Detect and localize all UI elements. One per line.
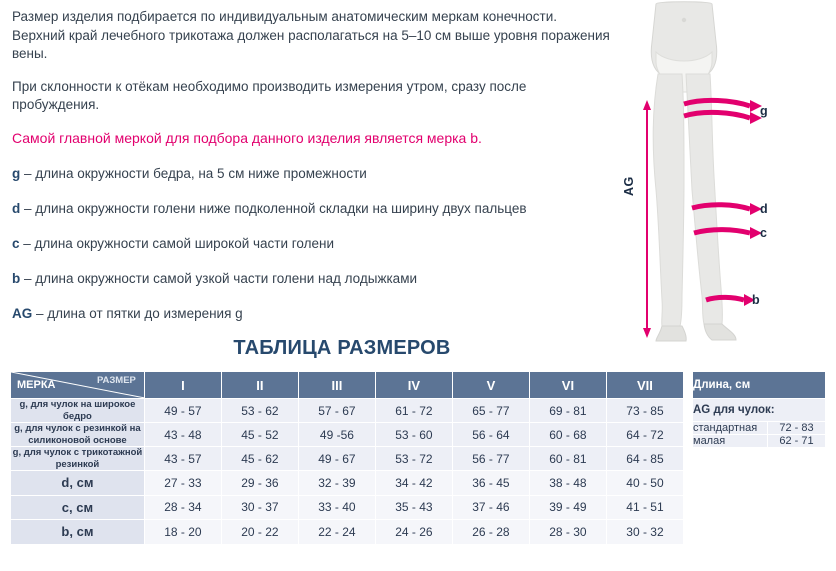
band-b [706,297,744,300]
definition-key-d: d [12,201,21,216]
size-table-title: ТАБЛИЦА РАЗМЕРОВ [233,337,451,359]
cell-r5-c5: 28 - 30 [529,520,606,545]
table-row [11,423,684,447]
length-row-name-small: малая [693,435,768,448]
cell-r3-c4: 36 - 45 [452,471,529,496]
leg-measurement-illustration [612,0,836,345]
cell-r5-c0: 18 - 20 [144,520,221,545]
cell-r4-c2: 33 - 40 [298,495,375,520]
figure-label-c: c [760,226,767,240]
cell-r0-c4: 65 - 77 [452,399,529,423]
cell-r4-c6: 41 - 51 [606,495,683,520]
legs-figure-svg [612,0,836,345]
ag-arrow-top [643,100,651,110]
definition-text-c: – длина окружности самой широкой части голени [19,236,334,251]
definition-text-ag: – длина от пятки до измерения g [32,306,243,321]
cell-r1-c4: 56 - 64 [452,423,529,447]
cell-r0-c2: 57 - 67 [298,399,375,423]
column-header-6: VI [529,372,606,399]
cell-r4-c3: 35 - 43 [375,495,452,520]
length-table-subheader: AG для чулок: [693,399,826,422]
definition-text-b: – длина окружности самой узкой части голени над лодыжками [20,271,418,286]
cell-r1-c5: 60 - 68 [529,423,606,447]
cell-r1-c3: 53 - 60 [375,423,452,447]
cell-r2-c3: 53 - 72 [375,447,452,471]
row-label-g-wide: g, для чулок на широкое бедро [11,399,145,423]
intro-paragraph-2: При склонности к отёкам необходимо производить измерения утром, сразу после пробуждения. [12,78,527,112]
definition-b [12,270,612,288]
definition-text-d: – длина окружности голени ниже подколенной складки на ширину двух пальцев [20,201,527,216]
highlight-note: Самой главной меркой для подбора данного изделия является мерка b. [12,129,482,146]
table-row [11,471,684,496]
cell-r2-c6: 64 - 85 [606,447,683,471]
figure-label-b: b [752,293,760,307]
figure-label-ag: AG [622,176,636,196]
length-row-value-standard: 72 - 83 [768,422,826,435]
corner-label-razmer: РАЗМЕР [96,375,136,386]
cell-r1-c2: 49 -56 [298,423,375,447]
length-table-subheader-row [693,399,826,422]
row-label-d: d, см [11,471,145,496]
figure-label-d: d [760,202,768,216]
definition-key-g: g [12,166,21,181]
cell-r2-c4: 56 - 77 [452,447,529,471]
row-label-g-knit: g, для чулок с трикотажной резинкой [11,447,145,471]
definition-d [12,200,612,218]
definition-key-ag: AG [12,306,33,321]
cell-r2-c0: 43 - 57 [144,447,221,471]
definition-key-c: c [12,236,20,251]
definition-g [12,165,612,183]
cell-r0-c3: 61 - 72 [375,399,452,423]
length-table-header: Длина, см [693,372,826,399]
cell-r4-c4: 37 - 46 [452,495,529,520]
table-row [11,399,684,423]
length-table-row [693,435,826,448]
length-table [692,371,826,448]
cell-r3-c5: 38 - 48 [529,471,606,496]
cell-r5-c3: 24 - 26 [375,520,452,545]
cell-r5-c4: 26 - 28 [452,520,529,545]
cell-r4-c0: 28 - 34 [144,495,221,520]
length-row-name-standard: стандартная [693,422,768,435]
cell-r0-c0: 49 - 57 [144,399,221,423]
table-row [11,495,684,520]
row-label-c: c, см [11,495,145,520]
column-header-1: I [144,372,221,399]
column-header-2: II [221,372,298,399]
cell-r2-c2: 49 - 67 [298,447,375,471]
cell-r3-c3: 34 - 42 [375,471,452,496]
table-row [11,520,684,545]
definition-text-g: – длина окружности бедра, на 5 см ниже промежности [20,166,367,181]
length-table-header-row [693,372,826,399]
instructions-text-column [12,8,612,340]
cell-r4-c1: 30 - 37 [221,495,298,520]
cell-r0-c6: 73 - 85 [606,399,683,423]
cell-r3-c1: 29 - 36 [221,471,298,496]
table-row [11,447,684,471]
length-table-row [693,422,826,435]
intro-paragraph-1: Размер изделия подбирается по индивидуальным анатомическим меркам конечности. Верхний край лечебного трикотажа должен располагаться на 5–10 см выше уровня поражения вены. [12,9,610,61]
measurement-definitions [12,165,612,323]
cell-r2-c1: 45 - 62 [221,447,298,471]
length-row-value-small: 62 - 71 [768,435,826,448]
cell-r5-c2: 22 - 24 [298,520,375,545]
band-d [692,205,750,209]
cell-r4-c5: 39 - 49 [529,495,606,520]
row-label-b: b, см [11,520,145,545]
band-c [694,230,750,233]
table-corner-header [11,372,145,399]
column-header-3: III [298,372,375,399]
corner-label-merka: МЕРКА [17,379,56,391]
column-header-5: V [452,372,529,399]
table-header-row [11,372,684,399]
size-table [10,371,684,545]
cell-r0-c1: 53 - 62 [221,399,298,423]
row-label-g-silicone: g, для чулок с резинкой на силиконовой основе [11,423,145,447]
cell-r3-c2: 32 - 39 [298,471,375,496]
definition-key-b: b [12,271,21,286]
cell-r5-c1: 20 - 22 [221,520,298,545]
definition-c [12,235,612,253]
cell-r1-c0: 43 - 48 [144,423,221,447]
cell-r3-c0: 27 - 33 [144,471,221,496]
definition-ag [12,305,612,323]
cell-r1-c6: 64 - 72 [606,423,683,447]
figure-label-g: g [760,104,768,118]
column-header-4: IV [375,372,452,399]
cell-r3-c6: 40 - 50 [606,471,683,496]
column-header-7: VII [606,372,683,399]
cell-r2-c5: 60 - 81 [529,447,606,471]
cell-r0-c5: 69 - 81 [529,399,606,423]
cell-r1-c1: 45 - 52 [221,423,298,447]
cell-r5-c6: 30 - 32 [606,520,683,545]
